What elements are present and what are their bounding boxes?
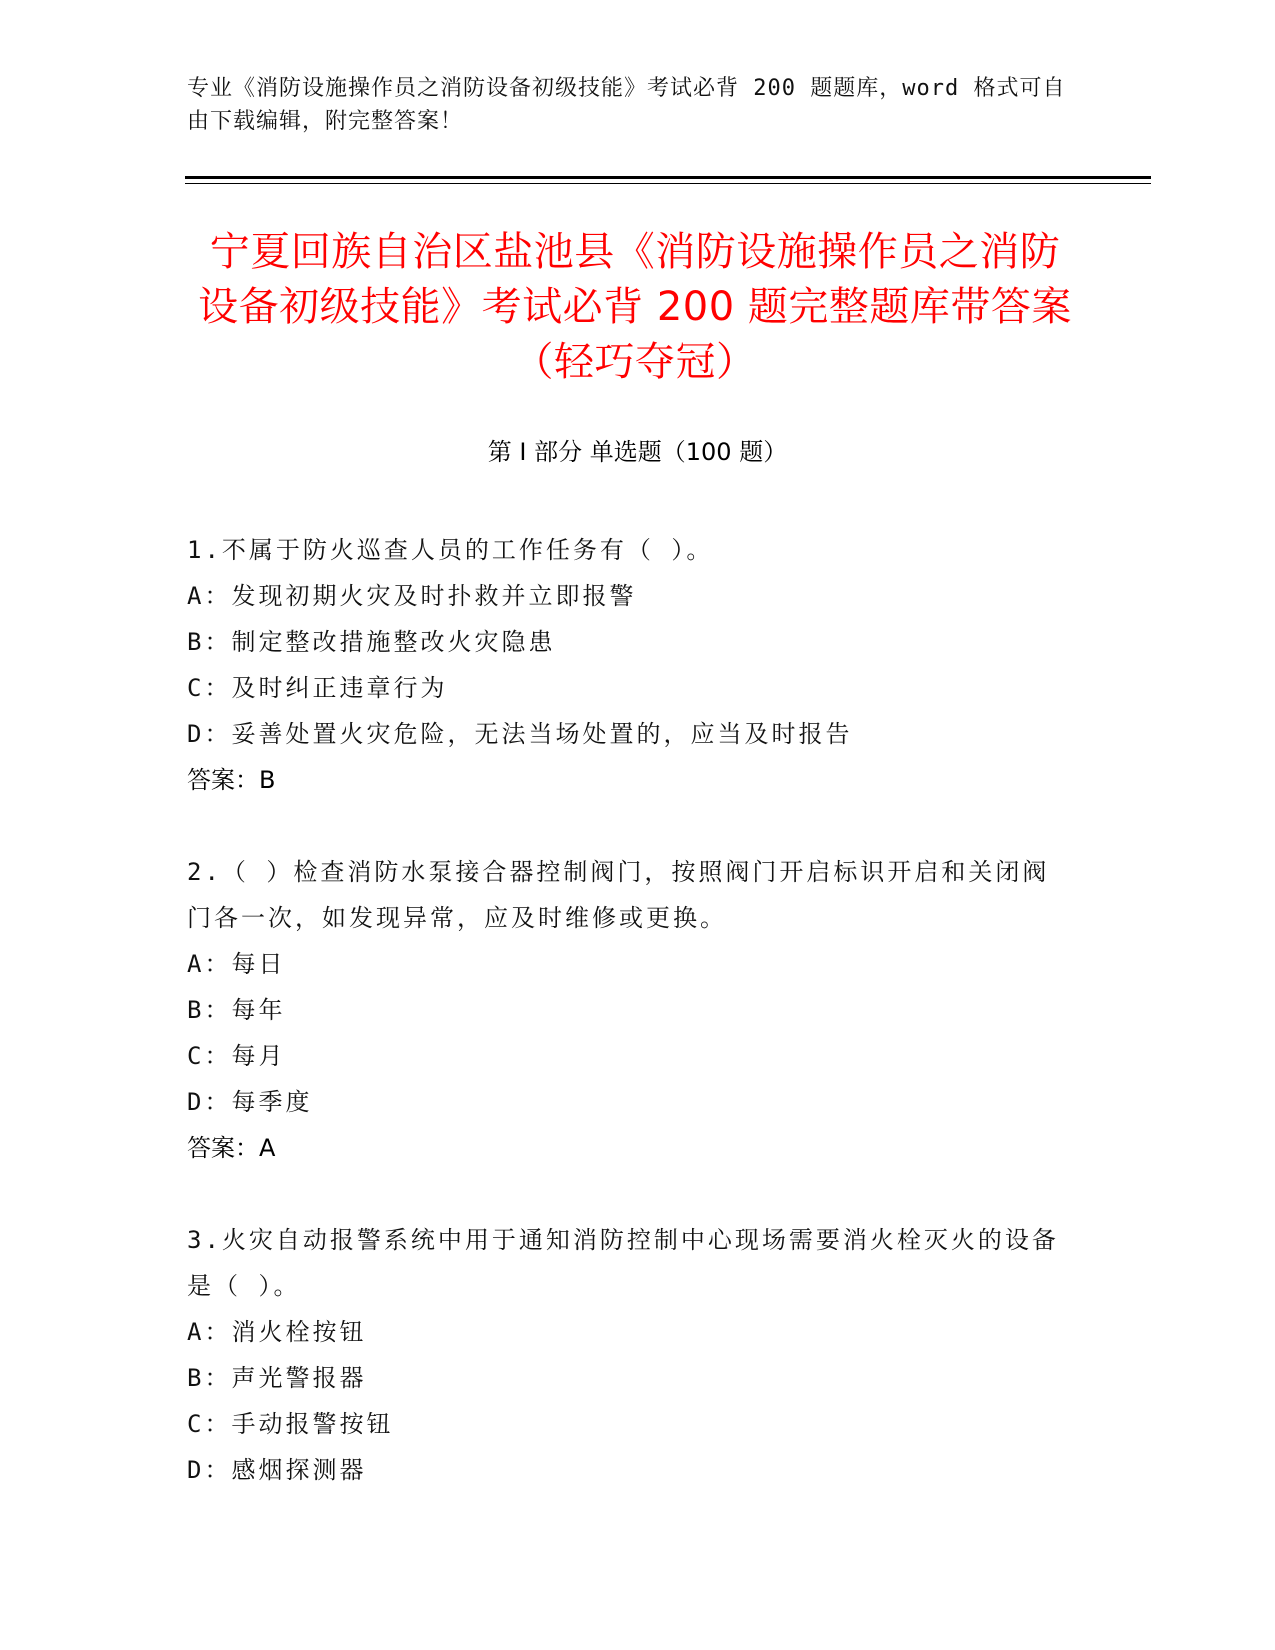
question-list bbox=[187, 527, 1067, 1539]
option-d: D：每季度 bbox=[187, 1088, 313, 1116]
header-divider-thick bbox=[185, 176, 1151, 179]
answer-line: 答案：A bbox=[187, 1134, 276, 1162]
question-2 bbox=[187, 849, 1067, 1171]
answer-line: 答案：B bbox=[187, 766, 276, 794]
option-a: A：发现初期火灾及时扑救并立即报警 bbox=[187, 582, 637, 610]
question-stem: 1.不属于防火巡查人员的工作任务有（ ）。 bbox=[187, 536, 714, 564]
question-1 bbox=[187, 527, 1067, 803]
question-stem: 3.火灾自动报警系统中用于通知消防控制中心现场需要消火栓灭火的设备是（ ）。 bbox=[187, 1226, 1059, 1300]
option-d: D：感烟探测器 bbox=[187, 1456, 367, 1484]
document-title: 宁夏回族自治区盐池县《消防设施操作员之消防设备初级技能》考试必背 200 题完整题库带答案（轻巧夺冠） bbox=[198, 229, 1072, 385]
option-a: A：消火栓按钮 bbox=[187, 1318, 367, 1346]
header-note: 专业《消防设施操作员之消防设备初级技能》考试必背 200 题题库，word 格式可自由下载编辑，附完整答案！ bbox=[187, 76, 1066, 134]
option-b: B：每年 bbox=[187, 996, 286, 1024]
option-b: B：声光警报器 bbox=[187, 1364, 367, 1392]
option-a: A：每日 bbox=[187, 950, 286, 978]
option-c: C：手动报警按钮 bbox=[187, 1410, 394, 1438]
section-title: 第 I 部分 单选题（100 题） bbox=[487, 438, 788, 466]
question-stem: 2.（ ）检查消防水泵接合器控制阀门，按照阀门开启标识开启和关闭阀门各一次，如发现异常，应及时维修或更换。 bbox=[187, 858, 1050, 932]
option-d: D：妥善处置火灾危险，无法当场处置的，应当及时报告 bbox=[187, 720, 853, 748]
question-3 bbox=[187, 1217, 1067, 1493]
option-c: C：及时纠正违章行为 bbox=[187, 674, 448, 702]
option-b: B：制定整改措施整改火灾隐患 bbox=[187, 628, 556, 656]
option-c: C：每月 bbox=[187, 1042, 286, 1070]
header-divider-thin bbox=[185, 183, 1151, 184]
